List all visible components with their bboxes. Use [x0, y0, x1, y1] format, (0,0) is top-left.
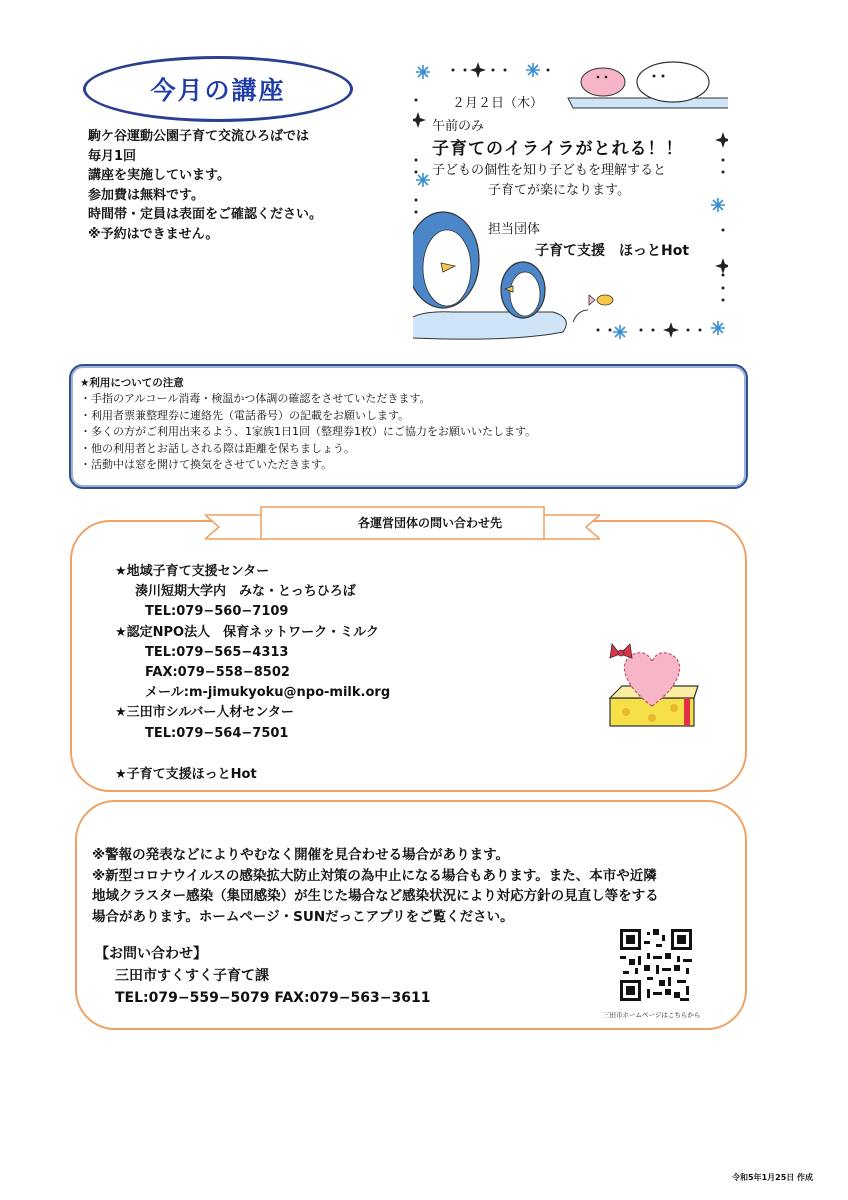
- warning-line: ※警報の発表などによりやむなく開催を見合わせる場合があります。: [92, 847, 510, 863]
- contacts-list: [115, 562, 390, 785]
- contact-tel: TEL:079−560−7109: [145, 604, 289, 620]
- contact-name: ★三田市シルバー人材センター: [115, 705, 294, 721]
- notes-list: [80, 391, 536, 474]
- intro-line: 時間帯・定員は表面をご確認ください。: [88, 207, 323, 222]
- qr-code[interactable]: [620, 929, 692, 1001]
- warning-line: ※新型コロナウイルスの感染拡大防止対策の為中止になる場合もあります。また、本市や近隣: [92, 867, 657, 884]
- gift-heart-illustration: [604, 636, 700, 732]
- inquiry-phone: TEL:079−559−5079 FAX:079−563−3611: [115, 990, 431, 1006]
- inquiry-title: 【お問い合わせ】: [95, 946, 207, 962]
- list-item: ・手指のアルコール消毒・検温かつ体調の確認をさせていただきます。: [80, 392, 431, 405]
- page-title: 今月の講座: [150, 76, 286, 105]
- warning-line: 地域クラスター感染（集団感染）が生じた場合など感染状況により対応方針の見直し等をする: [92, 888, 659, 904]
- contacts-heading: 各運営団体の問い合わせ先: [357, 516, 502, 530]
- event-description: 子どもの個性を知り子どもを理解すると: [432, 163, 667, 178]
- contact-email: メール:m-jimukyoku@npo-milk.org: [145, 685, 391, 701]
- intro-text: [88, 127, 408, 244]
- footer-date: 令和5年1月25日 作成: [732, 1173, 814, 1182]
- inquiry-dept: 三田市すくすく子育て課: [115, 968, 269, 984]
- contact-name: ★子育て支援ほっとHot: [115, 766, 257, 782]
- contact-fax: FAX:079−558−8502: [145, 665, 290, 681]
- intro-line: 講座を実施しています。: [88, 168, 230, 183]
- contact-sub: 湊川短期大学内 みな・とっちひろば: [135, 584, 356, 600]
- warning-line: 場合があります。ホームページ・SUNだっこアプリをご覧ください。: [92, 908, 514, 925]
- qr-caption: 三田市ホームページはこちらから: [603, 1011, 701, 1019]
- contact-tel: TEL:079−565−4313: [145, 644, 289, 660]
- contact-name: ★認定NPO法人 保育ネットワーク・ミルク: [115, 624, 379, 640]
- event-description: 子育てが楽になります。: [488, 183, 630, 198]
- intro-line: ※予約はできません。: [88, 226, 219, 242]
- seal-illustration: [568, 60, 728, 108]
- contact-tel: TEL:079−564−7501: [145, 725, 289, 741]
- intro-line: 毎月1回: [88, 148, 137, 164]
- warning-text: [92, 845, 659, 927]
- event-org: 子育て支援 ほっとHot: [535, 243, 690, 259]
- event-org-label: 担当団体: [488, 222, 541, 237]
- fish-icon: [573, 295, 613, 322]
- inquiry: [95, 943, 430, 1009]
- intro-line: 参加費は無料です。: [88, 187, 204, 203]
- event-time: 午前のみ: [432, 119, 485, 134]
- list-item: ・活動中は窓を開けて換気をさせていただきます。: [80, 458, 333, 471]
- list-item: ・多くの方がご利用出来るよう、1家族1日1回（整理券1枚）にご協力をお願いいたします。: [80, 425, 537, 438]
- notes-title: ★利用についての注意: [80, 377, 184, 389]
- event-title: 子育てのイライラがとれる！！: [432, 139, 684, 159]
- event-date: ２月２日（木）: [452, 96, 544, 111]
- list-item: ・他の利用者とお話しされる際は距離を保ちましょう。: [80, 441, 355, 455]
- contact-name: ★地域子育て支援センター: [115, 564, 270, 579]
- header-oval: [83, 56, 353, 122]
- list-item: ・利用者票兼整理券に連絡先（電話番号）の記載をお願いします。: [80, 408, 410, 422]
- intro-line: 駒ケ谷運動公園子育て交流ひろばでは: [88, 129, 310, 144]
